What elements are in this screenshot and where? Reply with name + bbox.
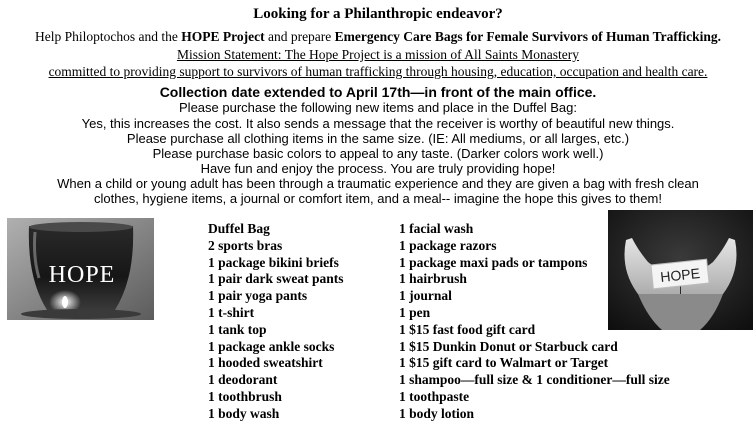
list-item: Duffel Bag	[208, 221, 270, 236]
emergency-care-bags: Emergency Care Bags for Female Survivors of Human Trafficking.	[334, 29, 722, 44]
items-list-left	[208, 221, 344, 423]
list-item: 1 body wash	[208, 405, 280, 421]
mission-statement-line2: committed to providing support to survivors of human trafficking through housing, education, occupation and health care.	[48, 64, 708, 79]
collection-notice: Collection date extended to April 17th—in front of the main office.	[159, 84, 597, 100]
list-item: 1 facial wash	[399, 221, 474, 236]
list-item: 1 t-shirt	[208, 304, 255, 320]
instruction-line: Please purchase basic colors to appeal to any taste. (Darker colors work well.)	[152, 146, 604, 161]
list-item: 1 toothbrush	[208, 388, 282, 404]
list-item: 1 shampoo—full size & 1 conditioner—full size	[399, 372, 670, 388]
list-item: 1 package ankle socks	[208, 338, 335, 354]
candle-glass-icon	[7, 218, 154, 320]
list-item: 1 pen	[399, 304, 431, 320]
list-item: 1 hooded sweatshirt	[208, 355, 323, 371]
hope-word-left: HOPE	[48, 262, 116, 288]
mission-statement-line1: Mission Statement: The Hope Project is a mission of All Saints Monastery	[176, 47, 580, 62]
instruction-line: Yes, this increases the cost. It also sends a message that the receiver is worthy of beautiful new things.	[81, 116, 675, 131]
list-item: 1 journal	[399, 288, 452, 304]
list-item: 1 package maxi pads or tampons	[399, 254, 588, 270]
list-item: 1 pair yoga pants	[208, 288, 308, 304]
help-line-part2: and prepare	[264, 29, 335, 44]
instruction-line: Have fun and enjoy the process. You are truly providing hope!	[200, 161, 556, 176]
list-item: 1 $15 gift card to Walmart or Target	[399, 355, 609, 371]
hope-project-name: HOPE Project	[181, 29, 265, 44]
list-item: 1 toothpaste	[399, 388, 470, 404]
list-item: 1 $15 fast food gift card	[399, 321, 536, 337]
list-item: 1 package razors	[399, 237, 497, 253]
instruction-line: Please purchase all clothing items in the same size. (IE: All mediums, or all larges, etc.)	[126, 131, 630, 146]
instruction-line: clothes, hygiene items, a journal or comfort item, and a meal-- imagine the hope this gives to them!	[94, 191, 662, 206]
instruction-line: Please purchase the following new items and place in the Duffel Bag:	[179, 100, 577, 115]
flyer-title: Looking for a Philanthropic endeavor?	[253, 6, 503, 22]
help-line	[0, 29, 756, 45]
instruction-line: When a child or young adult has been through a traumatic experience and they are given a bag with fresh clean	[57, 176, 699, 191]
list-item: 1 pair dark sweat pants	[208, 271, 344, 287]
hope-word-right: HOPE	[659, 264, 701, 286]
list-item: 1 deodorant	[208, 372, 278, 388]
list-item: 1 tank top	[208, 321, 267, 337]
list-item: 1 package bikini briefs	[208, 254, 339, 270]
list-item: 1 body lotion	[399, 405, 475, 421]
list-item: 2 sports bras	[208, 237, 283, 253]
items-list-right	[399, 221, 670, 423]
help-line-part1: Help Philoptochos and the	[34, 29, 182, 44]
list-item: 1 $15 Dunkin Donut or Starbuck card	[399, 338, 618, 354]
hope-candle-photo	[7, 218, 154, 320]
list-item: 1 hairbrush	[399, 271, 467, 287]
